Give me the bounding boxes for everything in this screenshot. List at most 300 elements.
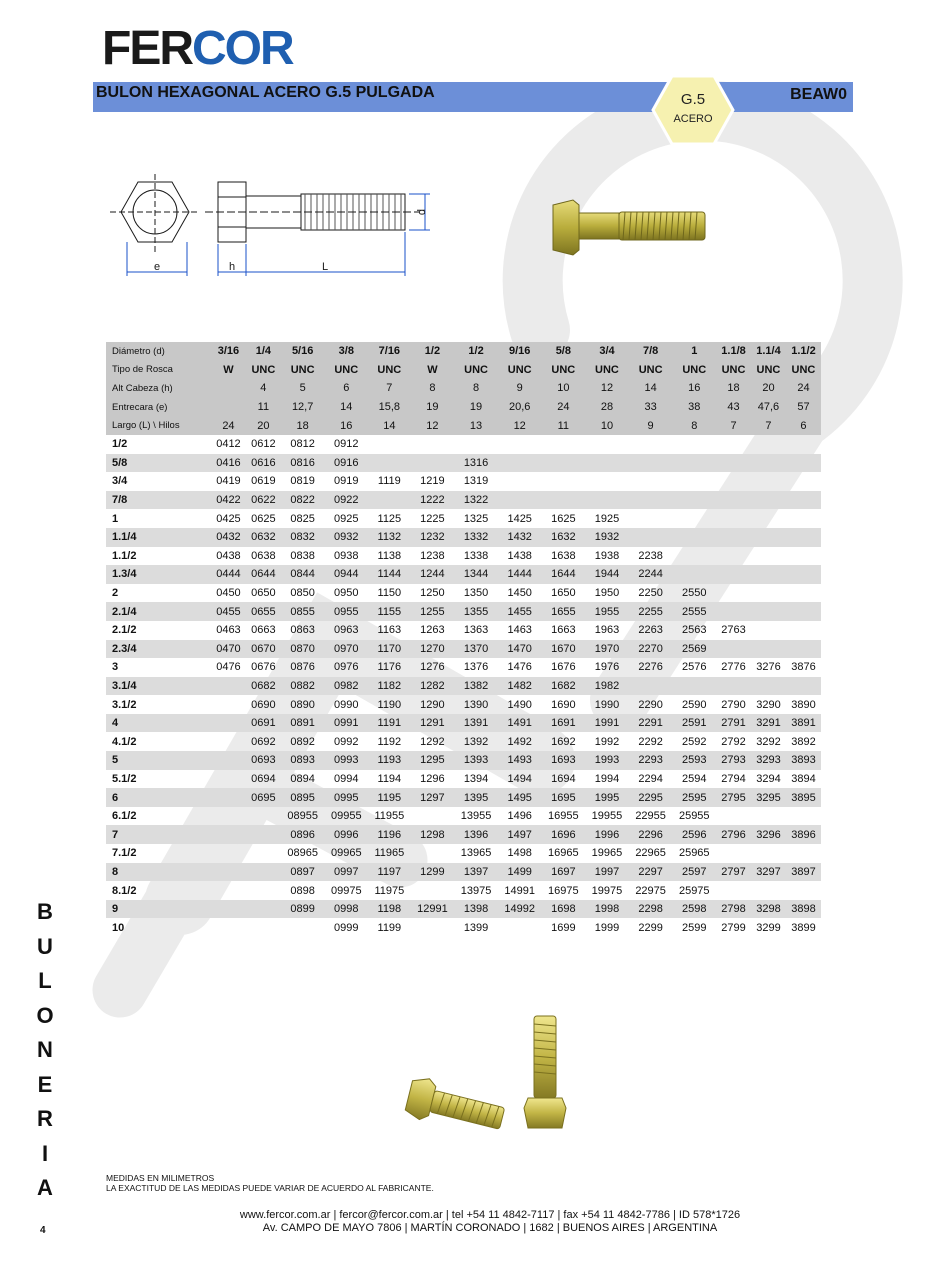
code-cell [672, 547, 716, 566]
code-cell: 0691 [246, 714, 281, 733]
code-cell: 3895 [786, 788, 821, 807]
code-cell: 1694 [551, 772, 576, 785]
code-cell [751, 435, 786, 454]
code-cell [672, 677, 716, 696]
code-cell: 1482 [498, 677, 542, 696]
header-cell: 14 [629, 379, 673, 398]
code-cell: 1470 [498, 640, 542, 659]
code-cell: 0416 [211, 454, 246, 473]
table-row [106, 918, 821, 937]
logo-part-2: COR [192, 22, 293, 75]
code-cell: 2299 [638, 921, 663, 934]
code-cell: 1338 [463, 549, 489, 562]
code-cell: 0470 [211, 640, 246, 659]
code-cell: 1393 [454, 751, 498, 770]
bolt-photo-top [545, 195, 710, 260]
code-cell: 1970 [585, 640, 629, 659]
code-cell: 0676 [251, 661, 276, 674]
code-cell [211, 695, 246, 714]
code-cell: 1655 [542, 602, 586, 621]
code-cell [629, 472, 673, 491]
code-cell: 1696 [542, 825, 586, 844]
code-cell: 2792 [721, 735, 746, 748]
code-cell: 0950 [334, 587, 359, 600]
code-cell [786, 621, 821, 640]
code-cell: 1698 [542, 900, 586, 919]
length-label: 8 [106, 863, 211, 882]
code-cell [246, 881, 281, 900]
code-cell: 2799 [721, 921, 746, 934]
code-cell [211, 714, 246, 733]
header-cell: 1/2 [454, 342, 498, 361]
code-cell [786, 491, 821, 510]
code-cell: 0425 [216, 512, 241, 525]
code-cell: 16955 [548, 810, 579, 823]
code-cell: 0832 [281, 528, 325, 547]
length-label: 2.1/2 [112, 624, 137, 637]
code-cell [498, 491, 542, 510]
code-cell [629, 454, 673, 473]
code-cell [368, 491, 410, 510]
code-cell: 0982 [324, 677, 368, 696]
code-cell: 3899 [791, 921, 816, 934]
code-cell [672, 565, 716, 584]
code-cell: 1490 [507, 698, 532, 711]
code-cell: 13965 [460, 847, 492, 860]
code-cell: 1198 [368, 900, 410, 919]
header-cell: 47,6 [751, 398, 786, 417]
table-row [106, 621, 821, 640]
code-cell: 1692 [551, 735, 576, 748]
code-cell [246, 825, 281, 844]
code-cell: 3893 [786, 751, 821, 770]
code-cell: 1195 [368, 788, 410, 807]
code-cell: 1182 [368, 677, 410, 696]
code-cell [672, 528, 716, 547]
code-cell: 1691 [542, 714, 586, 733]
code-cell: 0619 [251, 475, 276, 488]
code-cell: 1690 [551, 698, 576, 711]
header-cell: 9 [629, 416, 673, 435]
code-cell: 1438 [507, 549, 532, 562]
code-cell: 3898 [786, 900, 821, 919]
code-cell: 0622 [246, 491, 281, 510]
code-cell: 1995 [585, 788, 629, 807]
table-row [106, 565, 821, 584]
code-cell [751, 844, 786, 863]
code-cell [368, 454, 410, 473]
code-cell [716, 677, 751, 696]
header-cell: 5 [281, 379, 325, 398]
code-cell: 0638 [251, 549, 276, 562]
code-cell: 1344 [454, 565, 498, 584]
code-cell: 2250 [638, 587, 663, 600]
header-cell [211, 398, 246, 417]
header-cell: 13 [454, 416, 498, 435]
grade-label: G.5 [680, 91, 706, 108]
header-cell: 1/2 [411, 342, 455, 361]
dim-e-label: e [153, 261, 161, 273]
code-cell [716, 509, 751, 528]
code-cell: 1699 [551, 921, 576, 934]
code-cell: 1250 [420, 587, 445, 600]
code-cell: 0999 [334, 921, 359, 934]
code-cell: 2244 [629, 565, 673, 584]
code-cell [411, 881, 455, 900]
code-cell: 2293 [629, 751, 673, 770]
code-cell: 1325 [463, 512, 489, 525]
header-row-label: Entrecara (e) [106, 398, 211, 417]
code-cell: 3292 [756, 735, 781, 748]
code-cell: 1932 [585, 528, 629, 547]
header-cell: 8 [411, 379, 455, 398]
code-cell: 1397 [454, 863, 498, 882]
code-cell: 2238 [638, 549, 663, 562]
code-cell [751, 640, 786, 659]
header-cell: 1.1/4 [751, 342, 786, 361]
header-row [106, 342, 821, 361]
code-cell: 1495 [498, 788, 542, 807]
header-cell: 20 [246, 416, 281, 435]
code-cell: 1376 [463, 661, 489, 674]
code-cell [585, 491, 629, 510]
length-label: 8.1/2 [112, 884, 137, 897]
code-cell: 22975 [635, 884, 666, 897]
header-cell: 14 [368, 416, 410, 435]
code-cell [629, 435, 673, 454]
spec-table [106, 342, 821, 937]
code-cell [716, 472, 751, 491]
table-row [106, 547, 821, 566]
code-cell: 2793 [716, 751, 751, 770]
code-cell: 1191 [368, 714, 410, 733]
code-cell: 1944 [585, 565, 629, 584]
length-label: 1.3/4 [106, 565, 211, 584]
length-label: 7.1/2 [112, 847, 137, 860]
code-cell [751, 454, 786, 473]
table-row [106, 863, 821, 882]
code-cell: 1392 [463, 735, 489, 748]
code-cell: 08955 [287, 810, 318, 823]
code-cell [211, 677, 246, 696]
code-cell: 1270 [411, 640, 455, 659]
code-cell: 0855 [281, 602, 325, 621]
code-cell: 2290 [638, 698, 663, 711]
length-label: 6.1/2 [112, 810, 137, 823]
code-cell: 0450 [216, 587, 241, 600]
code-cell: 3293 [751, 751, 786, 770]
code-cell: 0970 [324, 640, 368, 659]
code-cell: 1476 [507, 661, 532, 674]
code-cell: 2563 [682, 624, 707, 637]
code-cell: 19965 [591, 847, 623, 860]
code-cell: 1950 [594, 587, 620, 600]
note-line: LA EXACTITUD DE LAS MEDIDAS PUEDE VARIAR DE ACUERDO AL FABRICANTE. [106, 1183, 434, 1193]
code-cell: 1697 [542, 863, 586, 882]
header-cell: 20,6 [498, 398, 542, 417]
code-cell: 1493 [498, 751, 542, 770]
code-cell: 1295 [411, 751, 455, 770]
header-row-label: Diámetro (d) [106, 342, 211, 361]
code-cell [454, 435, 498, 454]
header-cell: 33 [629, 398, 673, 417]
code-cell [786, 677, 821, 696]
code-cell: 0693 [246, 751, 281, 770]
code-cell: 0898 [290, 884, 315, 897]
length-label: 5/8 [106, 454, 211, 473]
table-row [106, 584, 821, 603]
header-cell: 57 [786, 398, 821, 417]
header-cell: UNC [585, 361, 629, 380]
code-cell: 0890 [290, 698, 315, 711]
code-cell [211, 863, 246, 882]
code-cell [542, 491, 586, 510]
header-cell: 3/16 [211, 342, 246, 361]
code-cell: 2270 [629, 640, 673, 659]
length-label: 4.1/2 [112, 735, 137, 748]
code-cell: 1663 [551, 624, 576, 637]
code-cell: 2791 [716, 714, 751, 733]
code-cell: 1650 [551, 587, 576, 600]
code-cell: 1925 [594, 512, 620, 525]
code-cell: 3890 [791, 698, 816, 711]
code-cell: 0819 [290, 475, 315, 488]
code-cell: 1395 [454, 788, 498, 807]
code-cell: 2555 [672, 602, 716, 621]
header-cell: 19 [454, 398, 498, 417]
header-cell: 7/8 [629, 342, 673, 361]
header-row [106, 398, 821, 417]
code-cell: 1991 [585, 714, 629, 733]
code-cell: 2795 [716, 788, 751, 807]
code-cell: 1255 [411, 602, 455, 621]
table-row [106, 695, 821, 714]
code-cell: 2296 [629, 825, 673, 844]
code-cell [786, 435, 821, 454]
code-cell: 0991 [324, 714, 368, 733]
header-cell: 12 [411, 416, 455, 435]
code-cell: 0844 [281, 565, 325, 584]
header-cell: 7/16 [368, 342, 410, 361]
code-cell: 0625 [251, 512, 276, 525]
code-cell [786, 509, 821, 528]
code-cell [751, 621, 786, 640]
code-cell: 2598 [672, 900, 716, 919]
code-cell: 0692 [251, 735, 276, 748]
code-cell: 1982 [585, 677, 629, 696]
header-cell: 3/8 [324, 342, 368, 361]
code-cell: 0955 [324, 602, 368, 621]
length-label: 3.1/4 [106, 677, 211, 696]
code-cell: 2294 [638, 772, 663, 785]
code-cell: 0944 [324, 565, 368, 584]
side-letter: B [37, 899, 53, 924]
code-cell [585, 472, 629, 491]
code-cell [498, 472, 542, 491]
code-cell [211, 881, 246, 900]
code-cell [786, 454, 821, 473]
header-cell: 43 [716, 398, 751, 417]
code-cell: 3290 [756, 698, 781, 711]
code-cell: 1399 [463, 921, 489, 934]
code-cell [716, 881, 751, 900]
code-cell [368, 435, 410, 454]
table-row [106, 435, 821, 454]
code-cell: 1670 [542, 640, 586, 659]
code-cell: 2595 [672, 788, 716, 807]
code-cell: 09975 [330, 884, 362, 897]
code-cell: 1976 [594, 661, 620, 674]
code-cell: 0891 [281, 714, 325, 733]
code-cell [751, 602, 786, 621]
code-cell [786, 844, 821, 863]
header-cell: UNC [716, 361, 751, 380]
bolt-technical-drawing [105, 172, 435, 282]
header-cell: 1.1/8 [716, 342, 751, 361]
code-cell: 0994 [334, 772, 359, 785]
code-cell: 1170 [368, 640, 410, 659]
length-label: 1.1/2 [112, 549, 137, 562]
header-cell: UNC [498, 361, 542, 380]
header-cell: W [411, 361, 455, 380]
code-cell: 1322 [454, 491, 498, 510]
side-letter: I [41, 1140, 49, 1166]
code-cell [498, 435, 542, 454]
length-label: 5 [106, 751, 211, 770]
side-label-buloneria [30, 895, 60, 1206]
header-cell: UNC [629, 361, 673, 380]
code-cell [246, 844, 281, 863]
code-cell: 0822 [281, 491, 325, 510]
length-label: 2.3/4 [106, 640, 211, 659]
code-cell [542, 472, 586, 491]
header-cell: 6 [324, 379, 368, 398]
code-cell [211, 918, 246, 937]
table-row [106, 491, 821, 510]
code-cell [716, 640, 751, 659]
code-cell: 0919 [334, 475, 359, 488]
code-cell: 0838 [290, 549, 315, 562]
code-cell: 1193 [368, 751, 410, 770]
code-cell: 3276 [756, 661, 781, 674]
code-cell [786, 640, 821, 659]
code-cell [716, 454, 751, 473]
code-cell: 3892 [791, 735, 816, 748]
code-cell: 1290 [420, 698, 445, 711]
code-cell: 1298 [411, 825, 455, 844]
code-cell [211, 788, 246, 807]
fercor-logo [102, 24, 293, 74]
header-cell: 28 [585, 398, 629, 417]
code-cell: 1444 [498, 565, 542, 584]
table-row [106, 807, 821, 826]
code-cell [411, 435, 455, 454]
header-cell: 11 [246, 398, 281, 417]
code-cell: 12991 [411, 900, 455, 919]
code-cell: 1455 [498, 602, 542, 621]
page-number: 4 [40, 1225, 46, 1236]
table-row [106, 602, 821, 621]
grade-badge [651, 74, 735, 146]
code-cell: 1194 [377, 772, 402, 785]
code-cell: 1632 [542, 528, 586, 547]
code-cell [211, 770, 246, 789]
code-cell: 0694 [251, 772, 276, 785]
code-cell: 1350 [463, 587, 489, 600]
header-cell: 18 [716, 379, 751, 398]
length-label: 1.1/4 [106, 528, 211, 547]
code-cell: 0870 [281, 640, 325, 659]
code-cell: 0616 [246, 454, 281, 473]
code-cell: 1463 [507, 624, 532, 637]
header-row [106, 416, 821, 435]
code-cell [751, 677, 786, 696]
table-row [106, 825, 821, 844]
code-cell [211, 825, 246, 844]
code-cell [246, 918, 281, 937]
table-row [106, 472, 821, 491]
code-cell: 0690 [251, 698, 276, 711]
table-row [106, 677, 821, 696]
code-cell: 1225 [420, 512, 445, 525]
code-cell: 0894 [290, 772, 315, 785]
code-cell [786, 565, 821, 584]
code-cell: 2569 [672, 640, 716, 659]
code-cell: 2797 [716, 863, 751, 882]
code-cell: 0976 [334, 661, 359, 674]
code-cell: 1432 [498, 528, 542, 547]
code-cell: 2298 [629, 900, 673, 919]
length-label: 3/4 [112, 475, 128, 488]
length-label: 5.1/2 [112, 772, 137, 785]
code-cell: 0650 [251, 587, 276, 600]
code-cell: 1955 [585, 602, 629, 621]
header-cell: 38 [672, 398, 716, 417]
header-cell: UNC [368, 361, 410, 380]
code-cell: 08965 [287, 847, 318, 860]
length-label: 4 [106, 714, 211, 733]
header-cell: 12,7 [281, 398, 325, 417]
code-cell: 3296 [751, 825, 786, 844]
side-letter: U [37, 933, 53, 959]
header-cell: 10 [542, 379, 586, 398]
length-label: 7/8 [106, 491, 211, 510]
code-cell: 1125 [377, 512, 402, 525]
code-cell: 1291 [411, 714, 455, 733]
code-cell [411, 807, 455, 826]
code-cell: 1199 [377, 921, 402, 934]
code-cell: 1498 [507, 847, 532, 860]
code-cell: 2291 [629, 714, 673, 733]
code-cell: 2550 [682, 587, 707, 600]
side-letter: O [36, 1002, 54, 1028]
code-cell: 3294 [756, 772, 781, 785]
product-title: BULON HEXAGONAL ACERO G.5 PULGADA [96, 84, 435, 101]
code-cell: 1494 [507, 772, 532, 785]
code-cell: 1492 [507, 735, 532, 748]
code-cell: 1390 [463, 698, 489, 711]
code-cell: 22955 [635, 810, 666, 823]
length-label: 3.1/2 [112, 698, 137, 711]
code-cell: 11955 [374, 810, 405, 823]
footer-address: Av. CAMPO DE MAYO 7806 | MARTÍN CORONADO | 1682 | BUENOS AIRES | ARGENTINA [262, 1222, 718, 1234]
code-cell: 0925 [334, 512, 359, 525]
header-cell: UNC [324, 361, 368, 380]
code-cell: 14991 [504, 884, 535, 897]
code-cell: 1197 [368, 863, 410, 882]
header-cell: 12 [585, 379, 629, 398]
code-cell [211, 900, 246, 919]
